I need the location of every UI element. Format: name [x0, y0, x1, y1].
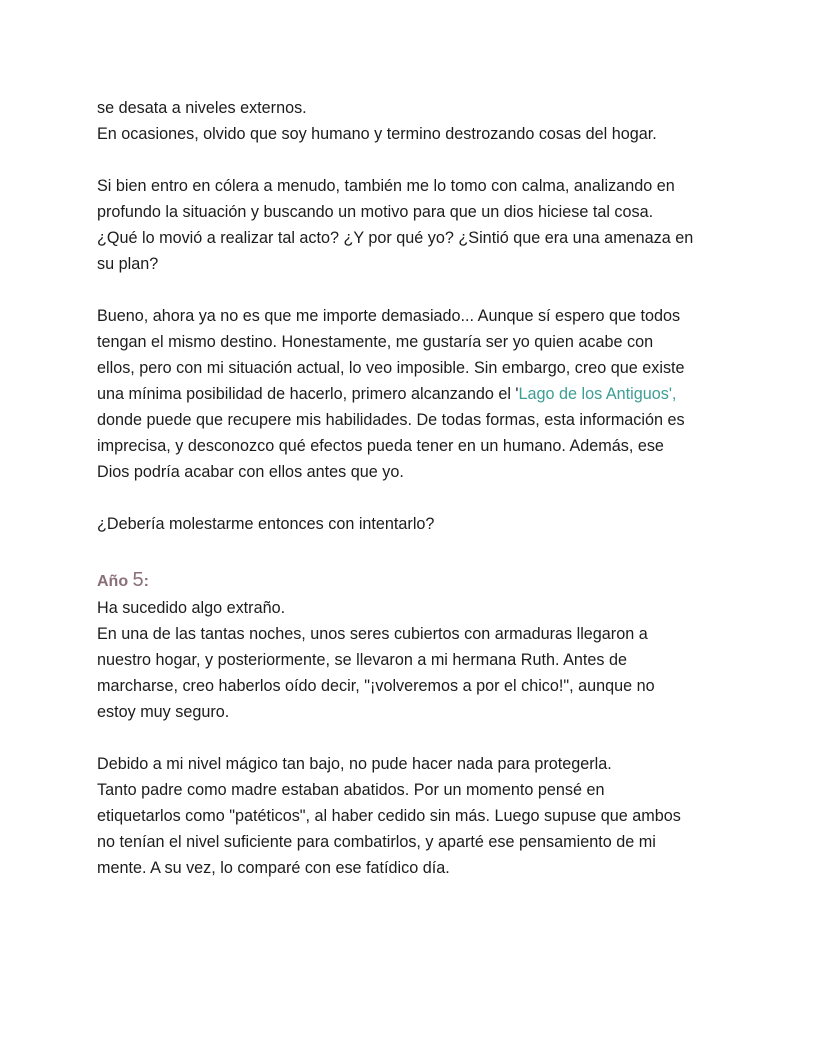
- text-line: marcharse, creo haberlos oído decir, "¡volveremos a por el chico!", aunque no: [97, 677, 655, 695]
- paragraph-3: [97, 303, 737, 485]
- text-line-with-link: [97, 381, 737, 407]
- paragraph-1: [97, 95, 737, 147]
- text-line: nuestro hogar, y posteriormente, se llevaron a mi hermana Ruth. Antes de: [97, 651, 627, 669]
- text-line: donde puede que recupere mis habilidades. De todas formas, esta información es: [97, 411, 685, 429]
- paragraph-4: [97, 511, 737, 537]
- text-line: se desata a niveles externos.: [97, 99, 307, 117]
- text-line: estoy muy seguro.: [97, 703, 230, 721]
- text-line: Dios podría acabar con ellos antes que yo.: [97, 463, 404, 481]
- text-line: no tenían el nivel suficiente para combatirlos, y aparté ese pensamiento de mi: [97, 833, 656, 851]
- lago-de-los-antiguos-link[interactable]: Lago de los Antiguos',: [518, 385, 677, 403]
- text-line: ¿Qué lo movió a realizar tal acto? ¿Y por qué yo? ¿Sintió que era una amenaza en: [97, 229, 694, 247]
- text-line: En ocasiones, olvido que soy humano y termino destrozando cosas del hogar.: [97, 125, 657, 143]
- text-line: Si bien entro en cólera a menudo, también me lo tomo con calma, analizando en: [97, 177, 675, 195]
- text-line: Ha sucedido algo extraño.: [97, 599, 286, 617]
- text-segment: una mínima posibilidad de hacerlo, primero alcanzando el ': [97, 385, 519, 403]
- text-line: profundo la situación y buscando un motivo para que un dios hiciese tal cosa.: [97, 203, 654, 221]
- text-line: ellos, pero con mi situación actual, lo veo imposible. Sin embargo, creo que existe: [97, 359, 685, 377]
- text-line: ¿Debería molestarme entonces con intentarlo?: [97, 515, 435, 533]
- text-line: En una de las tantas noches, unos seres cubiertos con armaduras llegaron a: [97, 625, 648, 643]
- text-line: tengan el mismo destino. Honestamente, me gustaría ser yo quien acabe con: [97, 333, 654, 351]
- text-line: etiquetarlos como "patéticos", al haber cedido sin más. Luego supuse que ambos: [97, 807, 681, 825]
- heading-prefix: Año: [97, 573, 133, 590]
- text-line: Bueno, ahora ya no es que me importe demasiado... Aunque sí espero que todos: [97, 307, 681, 325]
- paragraph-6: [97, 751, 737, 881]
- text-line: mente. A su vez, lo comparé con ese fatídico día.: [97, 859, 450, 877]
- text-line: Debido a mi nivel mágico tan bajo, no pude hacer nada para protegerla.: [97, 755, 612, 773]
- text-line: Tanto padre como madre estaban abatidos. Por un momento pensé en: [97, 781, 605, 799]
- heading-number: 5: [132, 569, 144, 591]
- section-heading-year: [97, 565, 737, 595]
- text-line: imprecisa, y desconozco qué efectos pueda tener en un humano. Además, ese: [97, 437, 664, 455]
- paragraph-5: [97, 595, 737, 725]
- heading-suffix: :: [143, 573, 149, 590]
- text-line: su plan?: [97, 255, 159, 273]
- document-page: [97, 95, 737, 881]
- paragraph-2: [97, 173, 737, 277]
